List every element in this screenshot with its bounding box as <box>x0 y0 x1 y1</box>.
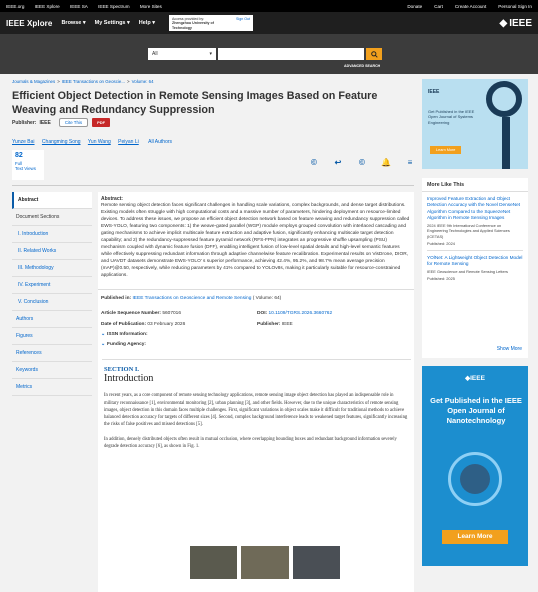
link-ieee-xplore[interactable]: IEEE Xplore <box>34 3 60 9</box>
author-link[interactable]: Changming Song <box>41 139 81 145</box>
nav-metrics[interactable]: Metrics <box>12 379 92 396</box>
views-label: Text Views <box>15 166 36 172</box>
issn-label: ISSN Information: <box>107 332 148 338</box>
journal-link[interactable]: IEEE Transactions on Geoscience and Remote Sensing <box>132 296 252 302</box>
create-account-link[interactable]: Create Account <box>454 3 487 9</box>
doi-link[interactable]: 10.1109/TGRS.2026.3660762 <box>268 311 333 317</box>
my-settings-menu[interactable]: My Settings ▾ <box>94 20 130 26</box>
nav-document-sections: Document Sections <box>12 209 92 226</box>
section-introduction <box>102 359 411 449</box>
personal-sign-in-link[interactable]: Personal Sign In <box>498 3 532 9</box>
publisher-label: Publisher: <box>12 119 37 126</box>
document-sections-nav <box>12 192 92 396</box>
donate-link[interactable]: Donate <box>407 3 423 9</box>
nav-figures[interactable]: Figures <box>12 328 92 345</box>
nav-section-introduction[interactable]: I. Introduction <box>12 226 92 243</box>
doi-row <box>257 311 413 316</box>
alerts-bell-icon[interactable]: 🔔 <box>381 158 391 167</box>
rights-permissions-icon[interactable]: © <box>359 158 365 167</box>
related-article-source: IEEE Geoscience and Remote Sensing Letters <box>427 269 508 275</box>
full-text-views-metric[interactable] <box>12 150 44 180</box>
ad-ieee-logo: ◆IEEE <box>465 375 485 382</box>
article-toolbar <box>302 158 422 167</box>
author-link[interactable]: Yunze Bai <box>12 139 35 145</box>
link-ieee-sa[interactable]: IEEE SA <box>69 3 88 9</box>
pdf-button[interactable]: PDF <box>92 118 110 127</box>
copyright-icon[interactable]: © <box>311 158 317 167</box>
related-article-link[interactable]: YOlNet: A Lightweight Object Detection Model for Remote Sensing <box>427 254 523 267</box>
ieee-logo-text: IEEE <box>509 17 532 29</box>
search-input[interactable] <box>218 48 364 60</box>
search-button[interactable] <box>366 48 382 60</box>
abstract-heading: Abstract: <box>101 196 123 202</box>
ieee-xplore-logo[interactable]: IEEE Xplore <box>6 18 53 28</box>
ad-ieee-logo: IEEE <box>428 89 440 95</box>
search-icon <box>371 51 378 58</box>
sequence-number-row <box>101 311 257 316</box>
section-paragraph: In recent years, as a core component of remote sensing technology applications, remote sensing image object detection has played an indispensable role in military reconnaissance [1], environmental monitoring [2], urban planning [3], and other fields. However, due to the unique characteristics of remote sensing images, object detection in this domain faces multiple challenges. First, significant variations in object scales make it difficult for traditional methods to achieve balanced detection accuracy for targets of different sizes [4]. Second, complex background interference leads to weakened target features, significantly increasing the risks of false positives and missed detections [5]. <box>104 393 408 427</box>
help-menu[interactable]: Help ▾ <box>138 20 155 26</box>
date-value: 03 February 2026 <box>147 322 186 328</box>
ad-learn-more-button[interactable]: Learn More <box>430 146 461 154</box>
list-item <box>422 192 528 246</box>
search-scope-value: All <box>152 51 158 57</box>
author-link[interactable]: Yun Wang <box>87 139 111 145</box>
access-label: Access provided by: <box>172 17 205 21</box>
related-article-link[interactable]: Improved Feature Extraction and Object Detection Accuracy with the Novel DenseNet Algorithm Compared to the SqueezeNet Algorithm in Remote Sensing Images <box>427 196 521 221</box>
doi-label: DOI: <box>257 311 268 317</box>
top-utility-bar <box>0 0 538 12</box>
section-paragraph: In addition, densely distributed objects often result in mutual occlusion, where overlapping bounding boxes and redundant background information severely degrade detection accuracy [6], as shown in Fig. 1. <box>104 436 397 449</box>
figure-image[interactable] <box>190 546 237 579</box>
publisher-row <box>12 118 110 127</box>
breadcrumb-separator: > <box>127 79 130 84</box>
all-authors-link[interactable]: All Authors <box>148 139 173 145</box>
ieee-diamond-icon: ◆ <box>499 17 508 29</box>
related-article-source: 2024 IEEE 9th International Conference on Engineering Technologies and Applied Sciences (ICETAS) <box>427 223 510 239</box>
author-list <box>12 139 178 145</box>
nav-abstract[interactable]: Abstract <box>12 192 92 209</box>
breadcrumb <box>12 79 154 84</box>
list-item <box>422 251 528 282</box>
breadcrumb-journal[interactable]: IEEE Transactions on Geoscie... <box>61 79 125 84</box>
cart-link[interactable]: Cart <box>434 3 443 9</box>
publisher-meta-value: IEEE <box>281 322 293 328</box>
funding-expander[interactable] <box>98 337 414 347</box>
chevron-down-icon: ⌄ <box>101 342 106 348</box>
chevron-down-icon: ⌄ <box>101 332 106 338</box>
published-in <box>98 289 414 307</box>
list-menu-icon[interactable]: ≡ <box>407 158 413 167</box>
volume-text: ( Volume: 64) <box>252 296 282 302</box>
show-more-link[interactable]: Show More <box>496 346 522 352</box>
publisher-meta-row <box>257 322 413 327</box>
ad-text: Get Published in the IEEE Open Journal of Systems Engineering <box>428 109 475 125</box>
funding-label: Funding Agency: <box>107 342 147 348</box>
link-ieee-spectrum[interactable]: IEEE Spectrum <box>98 3 130 9</box>
date-label: Date of Publication: <box>101 322 147 328</box>
section-number: SECTION I. <box>104 366 140 374</box>
ad-graphic <box>460 464 490 494</box>
ad-gauge-graphic <box>486 81 522 117</box>
ad-open-journal-nanotechnology[interactable] <box>422 366 528 566</box>
figure-image[interactable] <box>293 546 340 579</box>
breadcrumb-journals[interactable]: Journals & Magazines <box>12 79 56 84</box>
more-like-this-heading: More Like This <box>422 178 528 192</box>
more-like-this-panel <box>422 178 528 358</box>
author-link[interactable]: Peiyan Li <box>118 139 139 145</box>
nav-section-experiment[interactable]: IV. Experiment <box>12 277 92 294</box>
nav-keywords[interactable]: Keywords <box>12 362 92 379</box>
asn-label: Article Sequence Number: <box>101 311 161 317</box>
views-label: Full <box>15 160 23 166</box>
views-count: 82 <box>15 152 23 159</box>
sign-out-link[interactable]: Sign Out <box>236 17 250 21</box>
figure-thumbnails <box>190 546 340 579</box>
nav-authors[interactable]: Authors <box>12 311 92 328</box>
divider <box>12 185 414 186</box>
institution-access-box <box>169 15 253 31</box>
asn-value: 5607016 <box>162 311 182 317</box>
link-ieee-org[interactable]: IEEE.org <box>6 3 25 9</box>
publisher-value: IEEE <box>39 119 51 126</box>
related-article-date: Published: 2024 <box>427 240 455 246</box>
published-in-label: Published in: <box>101 296 132 302</box>
issn-expander[interactable] <box>98 327 414 337</box>
search-scope-select[interactable] <box>148 48 216 60</box>
link-more-sites[interactable]: More Sites <box>139 3 162 9</box>
ad-text: Get Published in the IEEE Open Journal of Nanotechnology <box>430 396 522 425</box>
breadcrumb-separator: > <box>57 79 60 84</box>
ad-learn-more-button[interactable]: Learn More <box>442 530 508 544</box>
date-row <box>101 322 257 327</box>
figure-image[interactable] <box>241 546 288 579</box>
article-title: Efficient Object Detection in Remote Sensing Images Based on Feature Weaving and Redundancy Suppression <box>12 90 378 116</box>
nav-section-methodology[interactable]: III. Methodology <box>12 260 92 277</box>
nav-section-related-works[interactable]: II. Related Works <box>12 243 92 260</box>
advanced-search-link[interactable]: ADVANCED SEARCH <box>344 64 381 68</box>
publisher-meta-label: Publisher: <box>257 322 281 328</box>
nav-references[interactable]: References <box>12 345 92 362</box>
related-article-date: Published: 2025 <box>427 276 455 282</box>
ieee-logo[interactable] <box>500 18 533 29</box>
ad-gauge-graphic <box>502 117 510 169</box>
nav-section-conclusion[interactable]: V. Conclusion <box>12 294 92 311</box>
article-main-content <box>98 192 414 592</box>
browse-menu[interactable]: Browse ▾ <box>61 20 86 26</box>
abstract-text: Remote sensing object detection faces significant challenges in handling scale variations, complex backgrounds, and dense target distributions. Existing models often struggle with high computational costs and a massive number of parameters, hindering deployment on resource-limited devices. To address these issues, we propose an efficient object detection network based on feature weaving and redundancy suppression called EWS-YOLO, featuring two components: 1) the weave-gated parallel (WGP) module employs grouped convolution with interlaced cascading and gating mechanisms to achieve implicit multiscale feature extraction and adaptive fusion, significantly enhancing multiscale target detection capability; and 2) the redundancy-suppressed feature pyramid network (RFS-FPN) integrates an progressive shuffle upsampling (PSU) mechanism coupled with dynamic feature fusion (DFF), enabling intelligent fusion of low-level spatial details and high-level semantic features while effectively suppressing redundant information through adaptive channelwise feature recalibration. Experimental results on VisDrone, DIOR, and UAVDT datasets demonstrate EWS-YOLO’ s superior performance, achieving 42.4%, 95.2%, and 98.7% mean average precision (mAP)@0.50, respectively, while reducing parameters by 41% compared to YOLOv8s, making it particularly suitable for resource-constrained applications. <box>101 203 410 278</box>
article-metadata <box>98 311 414 327</box>
breadcrumb-volume[interactable]: Volume: 64 <box>131 79 154 84</box>
ad-open-journal-systems-engineering[interactable] <box>422 79 528 169</box>
chevron-down-icon: ▾ <box>209 51 212 57</box>
share-icon[interactable]: ↩ <box>334 158 342 167</box>
cite-this-button[interactable]: Cite This <box>59 118 88 127</box>
access-institution: Zhengzhou University of Technology <box>172 21 214 30</box>
section-title: Introduction <box>104 373 154 385</box>
main-navbar <box>0 12 538 34</box>
